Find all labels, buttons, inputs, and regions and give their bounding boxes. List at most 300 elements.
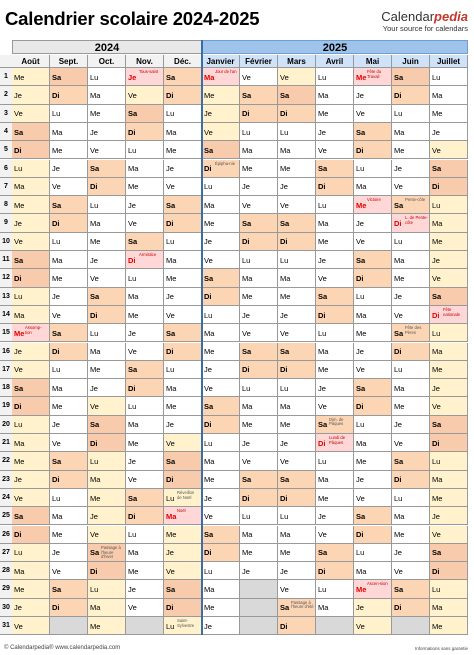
day-cell[interactable] — [88, 580, 126, 598]
day-cell[interactable] — [392, 599, 430, 617]
day-cell[interactable] — [12, 489, 50, 507]
day-cell[interactable] — [278, 361, 316, 379]
day-cell[interactable] — [164, 105, 202, 123]
day-cell[interactable] — [126, 269, 164, 287]
day-cell[interactable] — [240, 251, 278, 269]
day-cell[interactable] — [202, 507, 240, 525]
day-cell[interactable] — [50, 416, 88, 434]
day-cell[interactable] — [12, 379, 50, 397]
day-cell[interactable] — [430, 160, 468, 178]
day-cell[interactable] — [392, 507, 430, 525]
day-cell[interactable] — [278, 397, 316, 415]
day-cell[interactable] — [240, 397, 278, 415]
day-cell[interactable] — [202, 416, 240, 434]
day-cell[interactable] — [316, 160, 354, 178]
day-cell[interactable] — [392, 580, 430, 598]
day-cell[interactable] — [278, 233, 316, 251]
day-cell[interactable] — [12, 617, 50, 635]
day-cell[interactable] — [88, 233, 126, 251]
day-cell[interactable] — [430, 233, 468, 251]
day-cell[interactable] — [12, 105, 50, 123]
day-cell[interactable] — [164, 343, 202, 361]
day-cell[interactable] — [240, 288, 278, 306]
day-cell[interactable] — [50, 580, 88, 598]
day-cell[interactable] — [278, 544, 316, 562]
day-cell[interactable] — [50, 160, 88, 178]
day-cell[interactable] — [202, 68, 240, 86]
day-cell[interactable] — [88, 343, 126, 361]
day-cell[interactable] — [240, 434, 278, 452]
day-cell[interactable] — [50, 361, 88, 379]
day-cell[interactable] — [354, 599, 392, 617]
day-cell[interactable] — [278, 416, 316, 434]
day-cell[interactable] — [392, 361, 430, 379]
day-cell[interactable] — [240, 544, 278, 562]
day-cell[interactable] — [88, 379, 126, 397]
day-cell[interactable] — [126, 306, 164, 324]
day-cell[interactable] — [12, 288, 50, 306]
day-cell[interactable] — [430, 526, 468, 544]
day-cell[interactable] — [316, 562, 354, 580]
day-cell[interactable] — [354, 397, 392, 415]
day-cell[interactable] — [316, 214, 354, 232]
day-cell[interactable] — [164, 507, 202, 525]
day-cell[interactable] — [240, 452, 278, 470]
day-cell[interactable] — [126, 489, 164, 507]
day-cell[interactable] — [392, 86, 430, 104]
day-cell[interactable] — [430, 68, 468, 86]
day-cell[interactable] — [164, 123, 202, 141]
day-cell[interactable] — [392, 68, 430, 86]
day-cell[interactable] — [240, 269, 278, 287]
day-cell[interactable] — [12, 361, 50, 379]
day-cell[interactable] — [354, 68, 392, 86]
day-cell[interactable] — [202, 617, 240, 635]
day-cell[interactable] — [88, 452, 126, 470]
day-cell[interactable] — [430, 196, 468, 214]
day-cell[interactable] — [202, 86, 240, 104]
day-cell[interactable] — [126, 361, 164, 379]
day-cell[interactable] — [12, 397, 50, 415]
day-cell[interactable] — [12, 214, 50, 232]
day-cell[interactable] — [316, 397, 354, 415]
day-cell[interactable] — [316, 288, 354, 306]
day-cell[interactable] — [240, 233, 278, 251]
day-cell[interactable] — [88, 599, 126, 617]
day-cell[interactable] — [392, 160, 430, 178]
day-cell[interactable] — [278, 306, 316, 324]
day-cell[interactable] — [50, 397, 88, 415]
day-cell[interactable] — [278, 526, 316, 544]
day-cell[interactable] — [126, 580, 164, 598]
day-cell[interactable] — [202, 196, 240, 214]
day-cell[interactable] — [392, 288, 430, 306]
day-cell[interactable] — [88, 562, 126, 580]
day-cell[interactable] — [202, 306, 240, 324]
day-cell[interactable] — [88, 160, 126, 178]
day-cell[interactable] — [164, 452, 202, 470]
day-cell[interactable] — [50, 471, 88, 489]
day-cell[interactable] — [202, 434, 240, 452]
day-cell[interactable] — [12, 416, 50, 434]
day-cell[interactable] — [240, 526, 278, 544]
day-cell[interactable] — [354, 471, 392, 489]
day-cell[interactable] — [202, 251, 240, 269]
day-cell[interactable] — [240, 471, 278, 489]
day-cell[interactable] — [240, 324, 278, 342]
day-cell[interactable] — [164, 599, 202, 617]
day-cell[interactable] — [316, 141, 354, 159]
day-cell[interactable] — [202, 288, 240, 306]
day-cell[interactable] — [430, 416, 468, 434]
day-cell[interactable] — [240, 68, 278, 86]
day-cell[interactable] — [354, 288, 392, 306]
day-cell[interactable] — [202, 361, 240, 379]
day-cell[interactable] — [354, 105, 392, 123]
day-cell[interactable] — [354, 214, 392, 232]
day-cell[interactable] — [12, 599, 50, 617]
day-cell[interactable] — [164, 434, 202, 452]
day-cell[interactable] — [278, 214, 316, 232]
day-cell[interactable] — [278, 343, 316, 361]
day-cell[interactable] — [12, 68, 50, 86]
day-cell[interactable] — [278, 160, 316, 178]
day-cell[interactable] — [126, 214, 164, 232]
day-cell[interactable] — [392, 544, 430, 562]
day-cell[interactable] — [126, 196, 164, 214]
day-cell[interactable] — [278, 507, 316, 525]
day-cell[interactable] — [202, 397, 240, 415]
day-cell[interactable] — [126, 526, 164, 544]
day-cell[interactable] — [316, 416, 354, 434]
day-cell[interactable] — [392, 196, 430, 214]
day-cell[interactable] — [202, 452, 240, 470]
day-cell[interactable] — [164, 544, 202, 562]
day-cell[interactable] — [88, 86, 126, 104]
day-cell[interactable] — [392, 416, 430, 434]
day-cell[interactable] — [430, 397, 468, 415]
day-cell[interactable] — [354, 416, 392, 434]
day-cell[interactable] — [278, 269, 316, 287]
day-cell[interactable] — [202, 141, 240, 159]
day-cell[interactable] — [278, 434, 316, 452]
day-cell[interactable] — [50, 452, 88, 470]
day-cell[interactable] — [354, 361, 392, 379]
day-cell[interactable] — [164, 306, 202, 324]
day-cell[interactable] — [278, 599, 316, 617]
day-cell[interactable] — [316, 489, 354, 507]
day-cell[interactable] — [164, 617, 202, 635]
day-cell[interactable] — [316, 86, 354, 104]
day-cell[interactable] — [12, 471, 50, 489]
day-cell[interactable] — [354, 544, 392, 562]
day-cell[interactable] — [12, 123, 50, 141]
day-cell[interactable] — [354, 452, 392, 470]
day-cell[interactable] — [240, 86, 278, 104]
day-cell[interactable] — [354, 379, 392, 397]
day-cell[interactable] — [164, 489, 202, 507]
day-cell[interactable] — [354, 580, 392, 598]
day-cell[interactable] — [278, 251, 316, 269]
day-cell[interactable] — [354, 324, 392, 342]
day-cell[interactable] — [164, 141, 202, 159]
day-cell[interactable] — [392, 141, 430, 159]
day-cell[interactable] — [316, 343, 354, 361]
day-cell[interactable] — [240, 361, 278, 379]
day-cell[interactable] — [88, 269, 126, 287]
day-cell[interactable] — [202, 160, 240, 178]
day-cell[interactable] — [202, 580, 240, 598]
day-cell[interactable] — [354, 507, 392, 525]
day-cell[interactable] — [50, 123, 88, 141]
day-cell[interactable] — [50, 214, 88, 232]
day-cell[interactable] — [316, 379, 354, 397]
day-cell[interactable] — [240, 178, 278, 196]
day-cell[interactable] — [50, 544, 88, 562]
day-cell[interactable] — [88, 178, 126, 196]
day-cell[interactable] — [354, 489, 392, 507]
day-cell[interactable] — [430, 434, 468, 452]
day-cell[interactable] — [88, 214, 126, 232]
day-cell[interactable] — [88, 288, 126, 306]
day-cell[interactable] — [354, 123, 392, 141]
day-cell[interactable] — [164, 397, 202, 415]
day-cell[interactable] — [12, 507, 50, 525]
day-cell[interactable] — [430, 86, 468, 104]
day-cell[interactable] — [12, 562, 50, 580]
day-cell[interactable] — [316, 233, 354, 251]
day-cell[interactable] — [430, 105, 468, 123]
day-cell[interactable] — [354, 562, 392, 580]
day-cell[interactable] — [278, 562, 316, 580]
day-cell[interactable] — [88, 105, 126, 123]
day-cell[interactable] — [316, 434, 354, 452]
day-cell[interactable] — [126, 86, 164, 104]
day-cell[interactable] — [430, 471, 468, 489]
day-cell[interactable] — [240, 160, 278, 178]
day-cell[interactable] — [50, 489, 88, 507]
day-cell[interactable] — [278, 178, 316, 196]
day-cell[interactable] — [392, 471, 430, 489]
day-cell[interactable] — [430, 599, 468, 617]
day-cell[interactable] — [126, 288, 164, 306]
day-cell[interactable] — [316, 306, 354, 324]
day-cell[interactable] — [88, 141, 126, 159]
day-cell[interactable] — [12, 580, 50, 598]
day-cell[interactable] — [392, 251, 430, 269]
day-cell[interactable] — [354, 86, 392, 104]
day-cell[interactable] — [88, 361, 126, 379]
day-cell[interactable] — [316, 251, 354, 269]
day-cell[interactable] — [354, 196, 392, 214]
day-cell[interactable] — [240, 141, 278, 159]
day-cell[interactable] — [316, 452, 354, 470]
day-cell[interactable] — [202, 526, 240, 544]
day-cell[interactable] — [164, 269, 202, 287]
day-cell[interactable] — [430, 123, 468, 141]
day-cell[interactable] — [126, 251, 164, 269]
day-cell[interactable] — [88, 123, 126, 141]
day-cell[interactable] — [430, 141, 468, 159]
day-cell[interactable] — [88, 251, 126, 269]
day-cell[interactable] — [12, 306, 50, 324]
day-cell[interactable] — [240, 105, 278, 123]
day-cell[interactable] — [126, 471, 164, 489]
day-cell[interactable] — [164, 233, 202, 251]
day-cell[interactable] — [12, 178, 50, 196]
day-cell[interactable] — [354, 434, 392, 452]
day-cell[interactable] — [430, 452, 468, 470]
day-cell[interactable] — [316, 471, 354, 489]
day-cell[interactable] — [392, 489, 430, 507]
day-cell[interactable] — [126, 343, 164, 361]
day-cell[interactable] — [430, 343, 468, 361]
day-cell[interactable] — [50, 324, 88, 342]
day-cell[interactable] — [354, 343, 392, 361]
day-cell[interactable] — [126, 562, 164, 580]
day-cell[interactable] — [12, 196, 50, 214]
day-cell[interactable] — [392, 233, 430, 251]
day-cell[interactable] — [50, 86, 88, 104]
day-cell[interactable] — [50, 343, 88, 361]
day-cell[interactable] — [88, 306, 126, 324]
day-cell[interactable] — [392, 306, 430, 324]
day-cell[interactable] — [392, 269, 430, 287]
day-cell[interactable] — [50, 434, 88, 452]
day-cell[interactable] — [240, 343, 278, 361]
day-cell[interactable] — [50, 196, 88, 214]
day-cell[interactable] — [50, 141, 88, 159]
day-cell[interactable] — [354, 178, 392, 196]
day-cell[interactable] — [164, 68, 202, 86]
day-cell[interactable] — [430, 269, 468, 287]
day-cell[interactable] — [202, 489, 240, 507]
day-cell[interactable] — [316, 324, 354, 342]
day-cell[interactable] — [316, 507, 354, 525]
day-cell[interactable] — [202, 471, 240, 489]
day-cell[interactable] — [278, 86, 316, 104]
day-cell[interactable] — [240, 196, 278, 214]
day-cell[interactable] — [12, 141, 50, 159]
day-cell[interactable] — [164, 379, 202, 397]
day-cell[interactable] — [88, 196, 126, 214]
day-cell[interactable] — [392, 452, 430, 470]
day-cell[interactable] — [126, 452, 164, 470]
day-cell[interactable] — [240, 416, 278, 434]
day-cell[interactable] — [50, 251, 88, 269]
day-cell[interactable] — [88, 324, 126, 342]
day-cell[interactable] — [164, 580, 202, 598]
day-cell[interactable] — [202, 599, 240, 617]
day-cell[interactable] — [316, 105, 354, 123]
day-cell[interactable] — [12, 343, 50, 361]
day-cell[interactable] — [12, 452, 50, 470]
day-cell[interactable] — [354, 526, 392, 544]
day-cell[interactable] — [164, 526, 202, 544]
day-cell[interactable] — [50, 269, 88, 287]
day-cell[interactable] — [202, 379, 240, 397]
day-cell[interactable] — [430, 306, 468, 324]
day-cell[interactable] — [88, 434, 126, 452]
day-cell[interactable] — [316, 123, 354, 141]
day-cell[interactable] — [50, 526, 88, 544]
day-cell[interactable] — [202, 123, 240, 141]
day-cell[interactable] — [202, 343, 240, 361]
day-cell[interactable] — [392, 434, 430, 452]
day-cell[interactable] — [164, 324, 202, 342]
day-cell[interactable] — [354, 617, 392, 635]
day-cell[interactable] — [164, 288, 202, 306]
day-cell[interactable] — [392, 214, 430, 232]
day-cell[interactable] — [278, 123, 316, 141]
day-cell[interactable] — [430, 251, 468, 269]
day-cell[interactable] — [88, 471, 126, 489]
day-cell[interactable] — [430, 544, 468, 562]
day-cell[interactable] — [202, 214, 240, 232]
day-cell[interactable] — [240, 379, 278, 397]
day-cell[interactable] — [392, 562, 430, 580]
day-cell[interactable] — [430, 507, 468, 525]
day-cell[interactable] — [278, 68, 316, 86]
day-cell[interactable] — [50, 105, 88, 123]
day-cell[interactable] — [202, 562, 240, 580]
day-cell[interactable] — [354, 306, 392, 324]
day-cell[interactable] — [392, 343, 430, 361]
day-cell[interactable] — [126, 379, 164, 397]
day-cell[interactable] — [430, 214, 468, 232]
day-cell[interactable] — [316, 269, 354, 287]
day-cell[interactable] — [392, 324, 430, 342]
day-cell[interactable] — [88, 489, 126, 507]
day-cell[interactable] — [392, 526, 430, 544]
day-cell[interactable] — [88, 68, 126, 86]
day-cell[interactable] — [430, 489, 468, 507]
day-cell[interactable] — [50, 379, 88, 397]
day-cell[interactable] — [278, 324, 316, 342]
day-cell[interactable] — [354, 233, 392, 251]
day-cell[interactable] — [430, 379, 468, 397]
day-cell[interactable] — [240, 214, 278, 232]
day-cell[interactable] — [164, 251, 202, 269]
day-cell[interactable] — [278, 471, 316, 489]
day-cell[interactable] — [12, 434, 50, 452]
day-cell[interactable] — [316, 68, 354, 86]
day-cell[interactable] — [278, 580, 316, 598]
day-cell[interactable] — [240, 306, 278, 324]
day-cell[interactable] — [430, 361, 468, 379]
day-cell[interactable] — [316, 599, 354, 617]
day-cell[interactable] — [50, 562, 88, 580]
day-cell[interactable] — [12, 526, 50, 544]
day-cell[interactable] — [202, 178, 240, 196]
day-cell[interactable] — [430, 178, 468, 196]
day-cell[interactable] — [278, 452, 316, 470]
day-cell[interactable] — [164, 196, 202, 214]
day-cell[interactable] — [12, 86, 50, 104]
day-cell[interactable] — [202, 544, 240, 562]
day-cell[interactable] — [164, 160, 202, 178]
day-cell[interactable] — [316, 178, 354, 196]
day-cell[interactable] — [126, 599, 164, 617]
day-cell[interactable] — [354, 269, 392, 287]
day-cell[interactable] — [126, 105, 164, 123]
day-cell[interactable] — [202, 324, 240, 342]
day-cell[interactable] — [430, 324, 468, 342]
day-cell[interactable] — [278, 288, 316, 306]
day-cell[interactable] — [392, 123, 430, 141]
day-cell[interactable] — [316, 580, 354, 598]
day-cell[interactable] — [392, 105, 430, 123]
